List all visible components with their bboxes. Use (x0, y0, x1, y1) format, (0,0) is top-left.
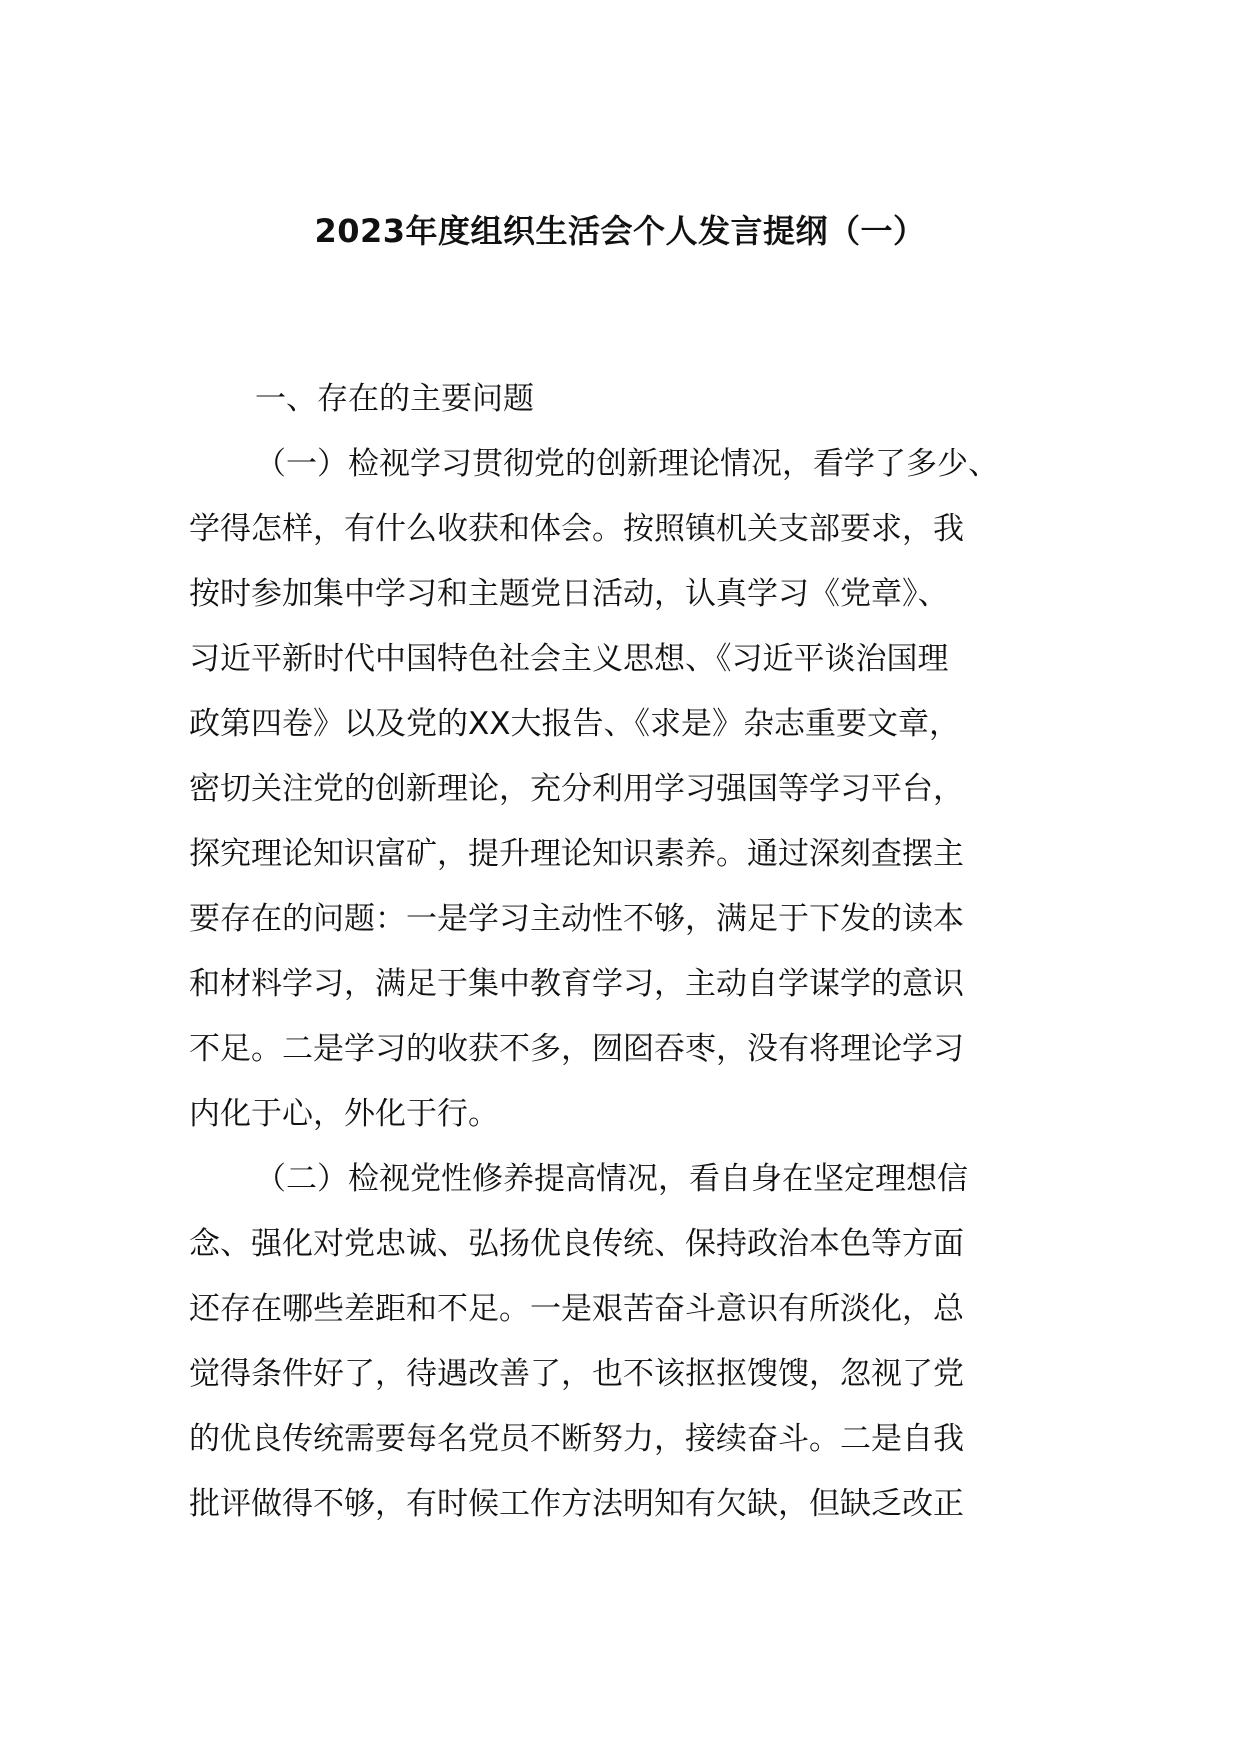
paragraph-line: （二）检视党性修养提高情况，看自身在坚定理想信 (255, 1161, 968, 1197)
paragraph-line: 学得怎样，有什么收获和体会。按照镇机关支部要求，我 (189, 511, 964, 547)
document-body (189, 367, 1069, 1537)
paragraph-line: 不足。二是学习的收获不多，囫囵吞枣，没有将理论学习 (189, 1031, 964, 1067)
paragraph-line: 还存在哪些差距和不足。一是艰苦奋斗意识有所淡化，总 (189, 1291, 964, 1327)
paragraph-line: 批评做得不够，有时候工作方法明知有欠缺，但缺乏改正 (189, 1486, 964, 1522)
paragraph-line: 觉得条件好了，待遇改善了，也不该抠抠馊馊，忽视了党 (189, 1356, 964, 1392)
paragraph-line: 探究理论知识富矿，提升理论知识素养。通过深刻查摆主 (189, 836, 964, 872)
paragraph-line: 密切关注党的创新理论，充分利用学习强国等学习平台， (189, 771, 964, 807)
paragraph-line: 的优良传统需要每名党员不断努力，接续奋斗。二是自我 (189, 1421, 964, 1457)
section-heading: 一、存在的主要问题 (255, 381, 534, 417)
document-title: 2023年度组织生活会个人发言提纲（一） (314, 212, 926, 250)
paragraph-line: 念、强化对党忠诚、弘扬优良传统、保持政治本色等方面 (189, 1226, 964, 1262)
paragraph-line: 内化于心，外化于行。 (189, 1096, 499, 1132)
paragraph-line: 政第四卷》以及党的XX大报告、《求是》杂志重要文章， (189, 706, 960, 742)
paragraph-line: 习近平新时代中国特色社会主义思想、《习近平谈治国理 (189, 641, 949, 677)
paragraph-line: 按时参加集中学习和主题党日活动，认真学习《党章》、 (189, 576, 949, 612)
paragraph-line: （一）检视学习贯彻党的创新理论情况，看学了多少、 (255, 446, 999, 482)
paragraph-line: 和材料学习，满足于集中教育学习，主动自学谋学的意识 (189, 966, 964, 1002)
paragraph-line: 要存在的问题：一是学习主动性不够，满足于下发的读本 (189, 901, 964, 937)
